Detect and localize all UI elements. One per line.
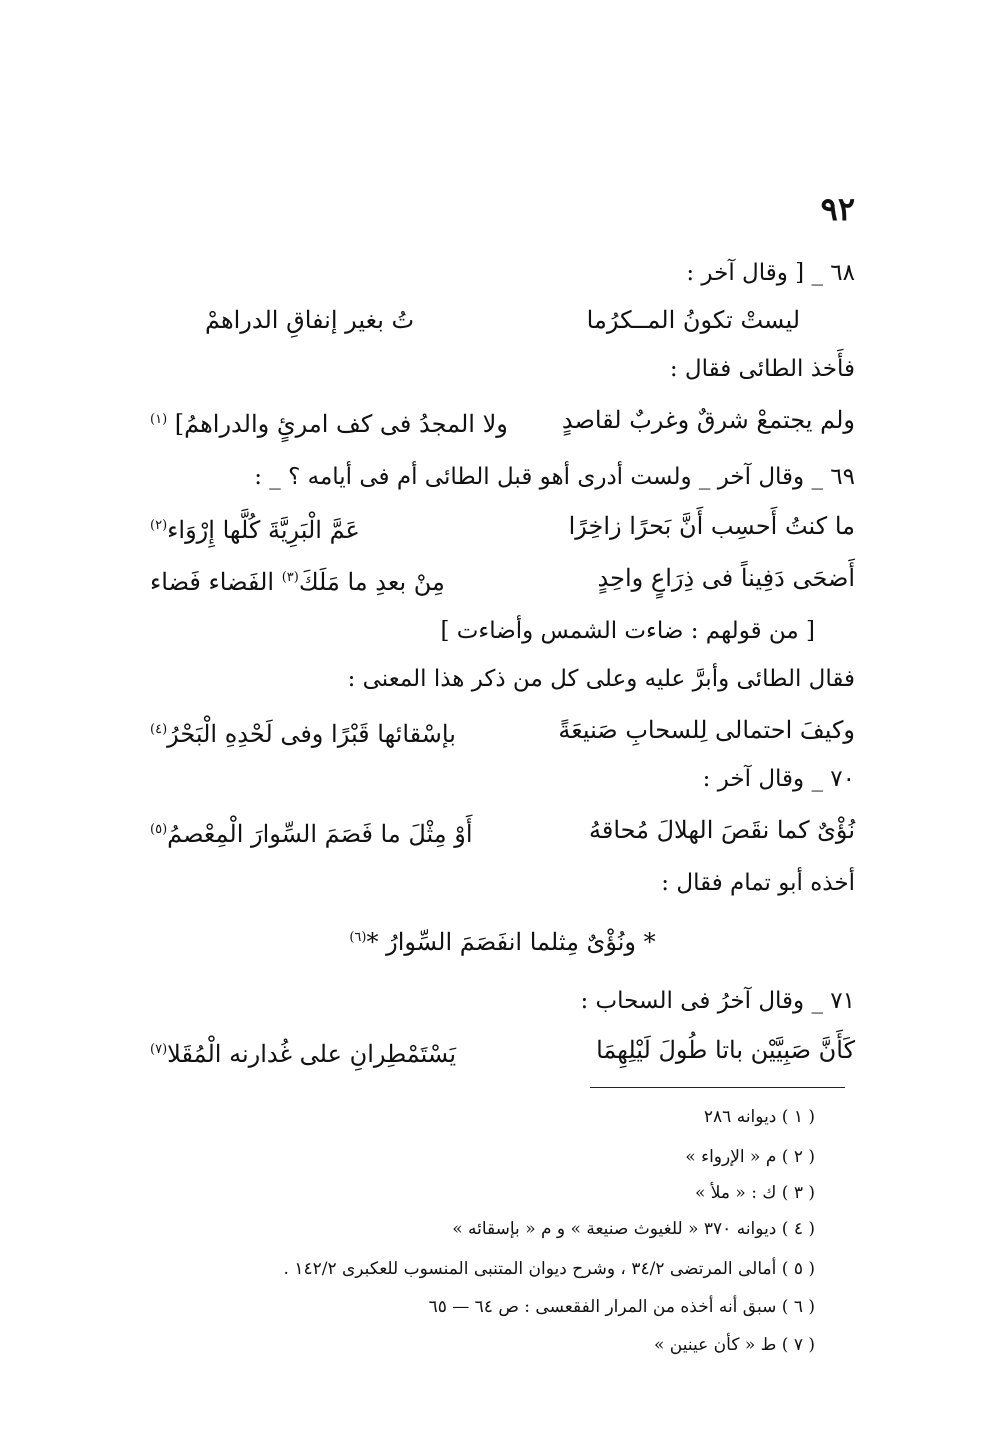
verse-7-text: يَسْتَمْطِرانِ على غُدارنه الْمُقَلا <box>167 1040 456 1068</box>
footnote-2: ( ٢ ) م « الإرواء » <box>685 1147 815 1167</box>
verse-4-first-hemistich: أَضحَى دَفِيناً فى ذِرَاعٍ واحِدٍ <box>597 564 855 592</box>
footnote-6: ( ٦ ) سبق أنه أخذه من المرار الفقعسى : ص ٦٤ — ٦٥ <box>428 1297 815 1317</box>
footnote-ref-6: (٦) <box>349 930 367 945</box>
verse-3-text: عَمَّ الْبَرِيَّةَ كُلَّها إِرْوَاء <box>167 516 360 544</box>
verse-2-text: ولا المجدُ فى كف امرئٍ والدراهمُ] <box>174 410 508 438</box>
verse-4-second-hemistich <box>150 558 445 602</box>
verse-7 <box>150 1030 855 1070</box>
footnote-3: ( ٣ ) ك : « ملأ » <box>694 1183 815 1203</box>
footnote-ref-5: (٥) <box>150 822 168 837</box>
verse-2 <box>150 400 855 440</box>
footnote-1: ( ١ ) ديوانه ٢٨٦ <box>703 1107 815 1127</box>
verse-4-text: مِنْ بعدِ ما مَلَكَ <box>298 568 445 596</box>
verse-5-text: بإسْقائها قَبْرًا وفى لَحْدِهِ الْبَحْرُ <box>167 720 456 748</box>
prose-line-2: فقال الطائى وأبرَّ عليه وعلى كل من ذكر هذا المعنى : <box>347 666 855 692</box>
verse-7-first-hemistich: كَأَنَّ صَبِيَّيْن باتا طُولَ لَيْلِهِمَا <box>596 1036 855 1064</box>
prose-line-3: أخذه أبو تمام فقال : <box>661 870 855 896</box>
verse-5-second-hemistich <box>150 710 456 754</box>
bracketed-note: [ من قولهم : ضاءت الشمس وأضاءت ] <box>440 618 815 644</box>
footnote-7: ( ٧ ) ط « كأن عينين » <box>654 1335 815 1355</box>
verse-6-first-hemistich: نُؤْىٌ كما نقَصَ الهلالَ مُحاقهُ <box>588 816 855 844</box>
verse-2-first-hemistich: ولم يجتمعْ شرقٌ وغربٌ لقاصدٍ <box>561 406 855 434</box>
footnote-ref-4: (٤) <box>150 722 168 737</box>
entry-69-heading: ٦٩ _ وقال آخر _ ولست أدرى أهو قبل الطائى أم فى أيامه ؟ _ : <box>254 464 855 490</box>
verse-3-first-hemistich: ما كنتُ أَحسِب أَنَّ بَحرًا زاخِرًا <box>568 512 855 540</box>
verse-4-text-end: الفَضاء فَضاء <box>150 568 275 596</box>
page-number: ٩٢ <box>820 190 855 228</box>
footnote-ref-2: (٢) <box>150 518 168 533</box>
verse-7-second-hemistich <box>150 1030 456 1074</box>
entry-68-heading: ٦٨ _ [ وقال آخر : <box>686 260 855 286</box>
footnote-5: ( ٥ ) أمالى المرتضى ٣٤/٢ ، وشرح ديوان المتنبى المنسوب للعكبرى ١٤٢/٢ . <box>283 1259 815 1279</box>
single-hemistich-text: * ونُؤْىٌ مِثلما انفَصَمَ السِّوارُ * <box>366 928 656 956</box>
verse-6-second-hemistich <box>150 810 473 854</box>
footnote-ref-7: (٧) <box>150 1042 168 1057</box>
footnote-divider <box>590 1087 845 1088</box>
verse-2-second-hemistich <box>150 400 508 444</box>
prose-line-1: فأَخذ الطائى فقال : <box>669 356 855 382</box>
verse-1-second-hemistich: تُ بغير إنفاقِ الدراهمْ <box>205 306 415 334</box>
verse-5 <box>150 710 855 750</box>
verse-5-first-hemistich: وكيفَ احتمالى لِلسحابِ صَنيعَةً <box>558 716 855 744</box>
verse-3-second-hemistich <box>150 506 360 550</box>
verse-3 <box>150 506 855 546</box>
footnote-4: ( ٤ ) ديوانه ٣٧٠ « للغيوث صنيعة » و م « بإسقائه » <box>452 1219 815 1239</box>
verse-1-first-hemistich: ليستْ تكونُ المــكرُما <box>586 306 800 334</box>
verse-6 <box>150 810 855 850</box>
verse-6-text: أَوْ مِثْلَ ما فَصَمَ السِّوارَ الْمِعْصمُ <box>167 820 473 848</box>
verse-1 <box>150 300 855 340</box>
footnote-ref-3: (٣) <box>281 570 299 585</box>
verse-4 <box>150 558 855 598</box>
footnote-ref-1: (١) <box>150 412 168 427</box>
entry-70-heading: ٧٠ _ وقال آخر : <box>702 766 855 792</box>
entry-71-heading: ٧١ _ وقال آخرُ فى السحاب : <box>580 988 855 1014</box>
single-hemistich <box>0 918 1005 962</box>
